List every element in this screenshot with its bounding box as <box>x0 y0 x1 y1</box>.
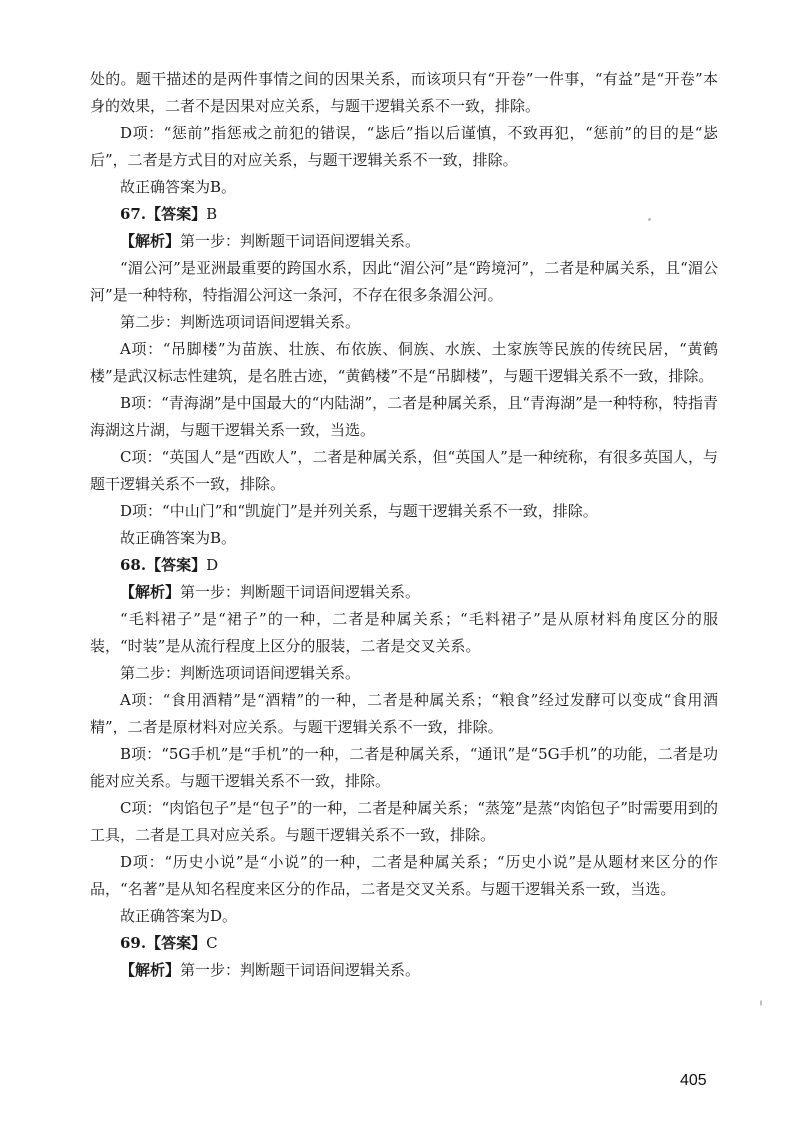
paragraph-text: 故正确答案为B。 <box>120 178 237 196</box>
analysis-line <box>90 957 718 984</box>
paragraph-text: D项：“历史小说”是“小说”的一种，二者是种属关系；“历史小说”是从题材来区分的作品，“名著”是从知名程度来区分的作品，二者是交叉关系。与题干逻辑关系一致，当选。 <box>90 853 718 898</box>
answer-value: B <box>206 205 218 223</box>
paragraph-text: A项：“吊脚楼”为苗族、壮族、布依族、侗族、水族、土家族等民族的传统民居，“黄鹤楼”是武汉标志性建筑，是名胜古迹，“黄鹤楼”不是“吊脚楼”，与题干逻辑关系不一致，排除。 <box>90 340 718 385</box>
paragraph <box>90 498 718 525</box>
paragraph-text: D项：“中山门”和“凯旋门”是并列关系，与题干逻辑关系不一致，排除。 <box>120 502 598 520</box>
paragraph-text: D项：“惩前”指惩戒之前犯的错误，“毖后”指以后谨慎，不致再犯，“惩前”的目的是“毖后”，二者是方式目的对应关系，与题干逻辑关系不一致，排除。 <box>90 124 718 169</box>
paragraph <box>90 390 718 444</box>
paragraph-text: B项：“5G手机”是“手机”的一种，二者是种属关系，“通讯”是“5G手机”的功能，二者是功能对应关系。与题干逻辑关系不一致，排除。 <box>90 745 718 790</box>
question-number: 69. <box>120 934 147 952</box>
paragraph <box>90 660 718 687</box>
paragraph-text: A项：“食用酒精”是“酒精”的一种，二者是种属关系；“粮食”经过发酵可以变成“食用酒精”，二者是原材料对应关系。与题干逻辑关系不一致，排除。 <box>90 691 718 736</box>
paragraph <box>90 795 718 849</box>
answer-value: D <box>206 556 219 574</box>
paragraph <box>90 309 718 336</box>
paragraph <box>90 336 718 390</box>
paragraph <box>90 903 718 930</box>
paragraph <box>90 255 718 309</box>
answer-line <box>90 201 718 228</box>
analysis-text: 第一步：判断题干词语间逻辑关系。 <box>180 961 421 979</box>
paragraph <box>90 849 718 903</box>
paragraph-text: 处的。题干描述的是两件事情之间的因果关系，而该项只有“开卷”一件事，“有益”是“开卷”本身的效果，二者不是因果对应关系，与题干逻辑关系不一致，排除。 <box>90 70 718 115</box>
page-body <box>90 66 718 984</box>
paragraph-text: 故正确答案为B。 <box>120 529 237 547</box>
analysis-text: 第一步：判断题干词语间逻辑关系。 <box>180 232 421 250</box>
paragraph <box>90 174 718 201</box>
question-number: 67. <box>120 205 147 223</box>
question-number: 68. <box>120 556 147 574</box>
scan-speck <box>648 218 651 221</box>
analysis-text: 第一步：判断题干词语间逻辑关系。 <box>180 583 421 601</box>
paragraph <box>90 120 718 174</box>
paragraph-text: C项：“英国人”是“西欧人”，二者是种属关系，但“英国人”是一种统称，有很多英国人，与题干逻辑关系不一致，排除。 <box>90 448 718 493</box>
paragraph-text: “毛料裙子”是“裙子”的一种，二者是种属关系；“毛料裙子”是从原材料角度区分的服装，“时装”是从流行程度上区分的服装，二者是交叉关系。 <box>90 610 718 655</box>
paragraph-text: C项：“肉馅包子”是“包子”的一种，二者是种属关系；“蒸笼”是蒸“肉馅包子”时需要用到的工具，二者是工具对应关系。与题干逻辑关系不一致，排除。 <box>90 799 718 844</box>
paragraph-text: “湄公河”是亚洲最重要的跨国水系，因此“湄公河”是“跨境河”，二者是种属关系，且“湄公河”是一种特称，特指湄公河这一条河，不存在很多条湄公河。 <box>90 259 718 304</box>
analysis-label: 【解析】 <box>120 961 181 979</box>
scan-speck <box>760 1000 762 1006</box>
paragraph <box>90 66 718 120</box>
answer-line <box>90 930 718 957</box>
answer-label: 【答案】 <box>146 556 207 574</box>
paragraph-text: B项：“青海湖”是中国最大的“内陆湖”，二者是种属关系，且“青海湖”是一种特称，特指青海湖这片湖，与题干逻辑关系一致，当选。 <box>90 394 718 439</box>
paragraph-text: 第二步：判断选项词语间逻辑关系。 <box>120 664 361 682</box>
paragraph <box>90 741 718 795</box>
answer-value: C <box>206 934 218 952</box>
paragraph <box>90 525 718 552</box>
analysis-label: 【解析】 <box>120 232 181 250</box>
paragraph-text: 故正确答案为D。 <box>120 907 238 925</box>
page-number: 405 <box>680 1072 707 1089</box>
analysis-label: 【解析】 <box>120 583 181 601</box>
analysis-line <box>90 579 718 606</box>
analysis-line <box>90 228 718 255</box>
answer-label: 【答案】 <box>146 205 207 223</box>
paragraph <box>90 606 718 660</box>
paragraph-text: 第二步：判断选项词语间逻辑关系。 <box>120 313 361 331</box>
answer-label: 【答案】 <box>146 934 207 952</box>
answer-line <box>90 552 718 579</box>
paragraph <box>90 444 718 498</box>
paragraph <box>90 687 718 741</box>
